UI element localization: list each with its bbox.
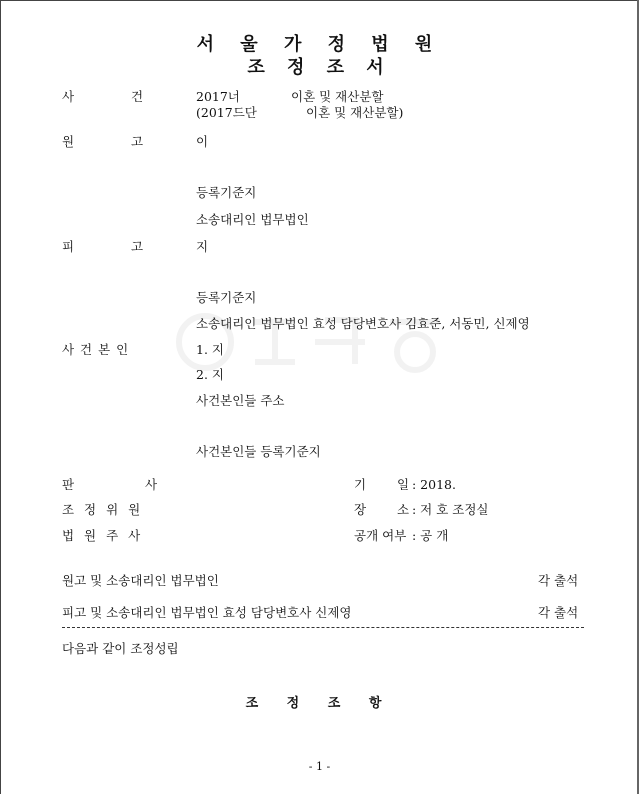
plaintiff-registry: 등록기준지 (196, 185, 257, 200)
judge-label-b: 사 (145, 477, 158, 492)
concluded-statement: 다음과 같이 조정성립 (62, 641, 179, 656)
place-label-b: 소 (397, 502, 410, 517)
public-value: : 공 개 (412, 528, 449, 543)
plaintiff-name: 이 (196, 134, 209, 149)
principal-2: 2. 지 (196, 367, 224, 382)
original-case-type: 이혼 및 재산분할) (306, 105, 404, 120)
place-label-a: 장 (354, 502, 367, 517)
public-label: 공개 여부 (354, 528, 407, 543)
dashed-divider (62, 627, 584, 628)
attendance-status-1: 각 출석 (538, 573, 579, 588)
place-value: : 저 호 조정실 (412, 502, 489, 517)
clerk-label: 법 원 주 사 (62, 528, 144, 543)
case-number: 2017너 (196, 89, 240, 104)
defendant-label-b: 고 (131, 239, 144, 254)
defendant-name: 지 (196, 239, 209, 254)
page-number: - 1 - (308, 760, 331, 773)
clause-heading: 조 정 조 항 (245, 696, 394, 711)
date-value: : 2018. (412, 477, 456, 492)
principals-label: 사 건 본 인 (62, 342, 130, 357)
principals-registry: 사건본인들 등록기준지 (196, 444, 321, 459)
case-label-b: 건 (131, 89, 144, 104)
plaintiff-label-b: 고 (131, 134, 144, 149)
principals-address: 사건본인들 주소 (196, 393, 285, 408)
defendant-agent: 소송대리인 법무법인 효성 담당변호사 김효준, 서동민, 신제영 (196, 316, 530, 331)
date-label-a: 기 (354, 477, 367, 492)
document-title: 조 정 조 서 (247, 57, 392, 78)
principal-1: 1. 지 (196, 342, 224, 357)
date-label-b: 일 (397, 477, 410, 492)
mediator-label: 조 정 위 원 (62, 502, 144, 517)
judge-label-a: 판 (62, 477, 75, 492)
plaintiff-label-a: 원 (62, 134, 75, 149)
page-border-left (0, 0, 1, 794)
plaintiff-agent: 소송대리인 법무법인 (196, 212, 309, 227)
page-border-top (0, 0, 639, 1)
case-type: 이혼 및 재산분할 (291, 89, 384, 104)
original-case-number: (2017드단 (196, 105, 257, 120)
defendant-registry: 등록기준지 (196, 290, 257, 305)
court-name: 서 울 가 정 법 원 (196, 34, 443, 55)
attendance-party-1: 원고 및 소송대리인 법무법인 (62, 573, 219, 588)
attendance-status-2: 각 출석 (538, 605, 579, 620)
case-label-a: 사 (62, 89, 75, 104)
defendant-label-a: 피 (62, 239, 75, 254)
attendance-party-2: 피고 및 소송대리인 법무법인 효성 담당변호사 신제영 (62, 605, 352, 620)
